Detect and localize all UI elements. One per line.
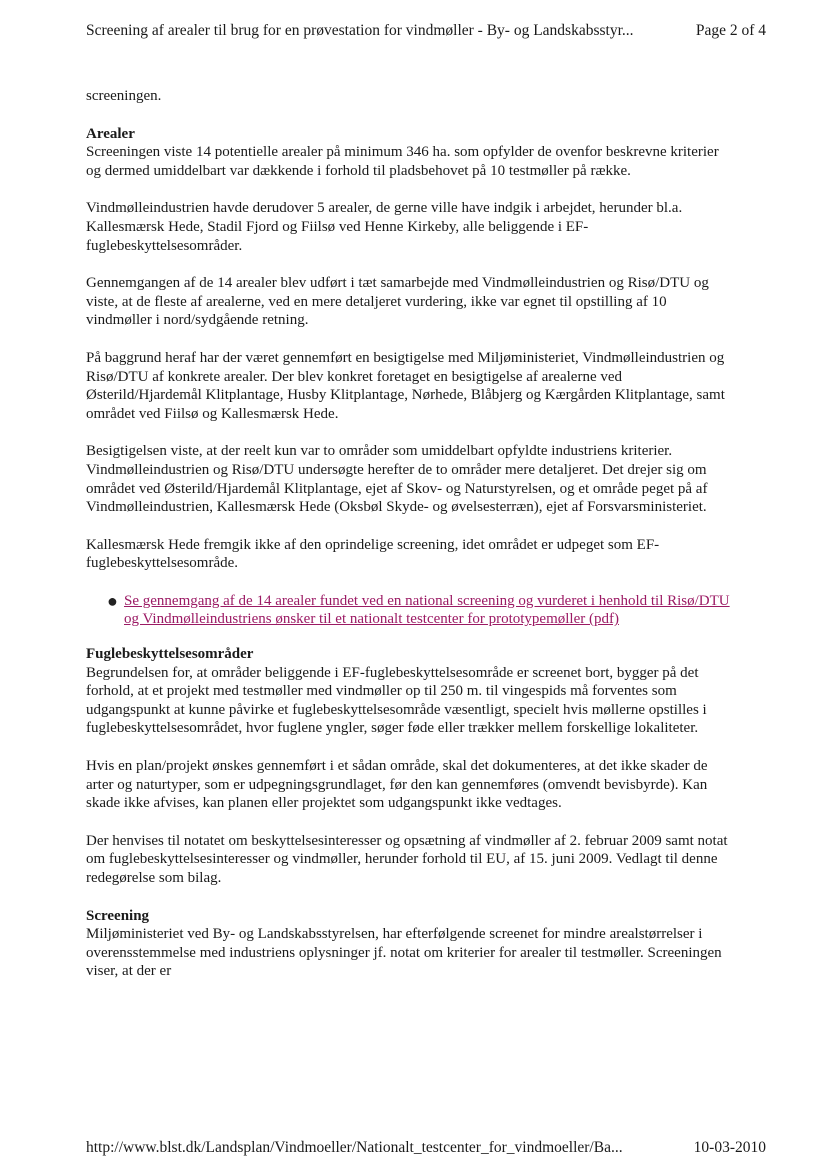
list-item [107,590,736,629]
header-page-number: Page 2 of 4 [695,22,766,39]
screening-paragraph-1: Miljøministeriet ved By- og Landskabsstyrelsen, har efterfølgende screenet for mindre arealstørrelser i overensstemmelse med industriens oplysninger jf. notat om kriterier for arealer til testmøller. Screeningen viser, at der er [86,926,722,980]
arealer-paragraph-3: Gennemgangen af de 14 arealer blev udført i tæt samarbejde med Vindmølleindustrien og Risø/DTU og viste, at de fleste af arealerne, ved en mere detaljeret vurdering, ikke var egnet til opstilling af 10 vindmøller i nord/sydgående retning. [86,275,709,329]
heading-screening: Screening [86,907,150,924]
arealer-paragraph-2: Vindmølleindustrien havde derudover 5 arealer, de gerne ville have indgik i arbejdet, herunder bl.a. Kallesmærsk Hede, Stadil Fjord og Fiilsø ved Henne Kirkeby, alle beliggende i EF-fuglebeskyttelsesområder. [86,200,683,254]
arealer-paragraph-4: På baggrund heraf har der været gennemført en besigtigelse med Miljøministeriet, Vindmølleindustrien og Risø/DTU af konkrete arealer. Der blev konkret foretaget en besigtigelse af arealerne ved Østerild/Hjardemål Klitplantage, Husby Klitplantage, Nørhede, Blåbjerg og Kærgården Klitplantage, samt området ved Fiilsø og Kallesmærsk Hede. [86,349,725,422]
fugle-paragraph-3: Der henvises til notatet om beskyttelsesinteresser og opsætning af vindmøller af 2. februar 2009 samt notat om fuglebeskyttelsesinteresser og vindmøller, herunder forhold til EU, af 15. juni 2009. Vedlagt til denne redegørelse som bilag. [86,832,728,886]
bullet-icon: ● [107,590,118,611]
arealer-paragraph-1: Screeningen viste 14 potentielle arealer på minimum 346 ha. som opfylder de ovenfor beskrevne kriterier og dermed umiddelbart var dækkende i forhold til pladsbehovet på 10 testmøller på række. [86,144,719,179]
arealer-paragraph-5: Besigtigelsen viste, at der reelt kun var to områder som umiddelbart opfyldte industriens kriterier. Vindmølleindustrien og Risø/DTU undersøgte herefter de to områder mere detaljeret. Det drejer sig om området ved Østerild/Hjardemål Klitplantage, ejet af Skov- og Naturstyrelsen, og et område peget på af Vindmølleindustrien, Kallesmærsk Hede (Oksbøl Skyde- og øvelsesterræn), ejet af Forsvarsministeriet. [86,443,708,516]
heading-fuglebeskyttelse: Fuglebeskyttelsesområder [86,646,254,663]
fugle-paragraph-1: Begrundelsen for, at områder beliggende i EF-fuglebeskyttelsesområde er screenet bort, bygger på det forhold, at et projekt med testmøller med vindmøller op til 250 m. til vingespids må forventes som udgangspunkt at kunne påvirke et fuglebeskyttelsesområde væsentligt, specielt hvis møllerne opstilles i fuglebeskyttelsesområdet, hvor fuglene yngler, søger føde eller trækker mellem forskellige lokaliteter. [86,664,707,737]
pdf-link[interactable]: Se gennemgang af de 14 arealer fundet ved en national screening og vurderet i henhold til Risø/DTU og Vindmølleindustriens ønsker til et nationalt testcenter for prototypemøller (pdf) [124,592,730,628]
page-footer [86,1139,766,1157]
page-header [86,22,766,40]
heading-arealer: Arealer [86,125,135,142]
fugle-paragraph-2: Hvis en plan/projekt ønskes gennemført i et sådan område, skal det dokumenteres, at det ikke skader de arter og naturtyper, som er udpegningsgrundlaget, før den kan gennemføres (omvendt bevisbyrde). Kan skade ikke afvises, kan planen eller projektet som udgangspunkt ikke vedtages. [86,758,708,812]
intro-fragment: screeningen. [86,88,162,104]
document-body [86,87,736,1000]
footer-date: 10-03-2010 [693,1139,766,1156]
arealer-paragraph-6: Kallesmærsk Hede fremgik ikke af den oprindelige screening, idet området er udpeget som EF-fuglebeskyttelsesområde. [86,536,660,572]
footer-url: http://www.blst.dk/Landsplan/Vindmoeller/Nationalt_testcenter_for_vindmoeller/Ba... [86,1139,623,1156]
link-list [86,592,736,629]
header-title: Screening af arealer til brug for en prøvestation for vindmøller - By- og Landskabsstyr... [86,22,634,39]
